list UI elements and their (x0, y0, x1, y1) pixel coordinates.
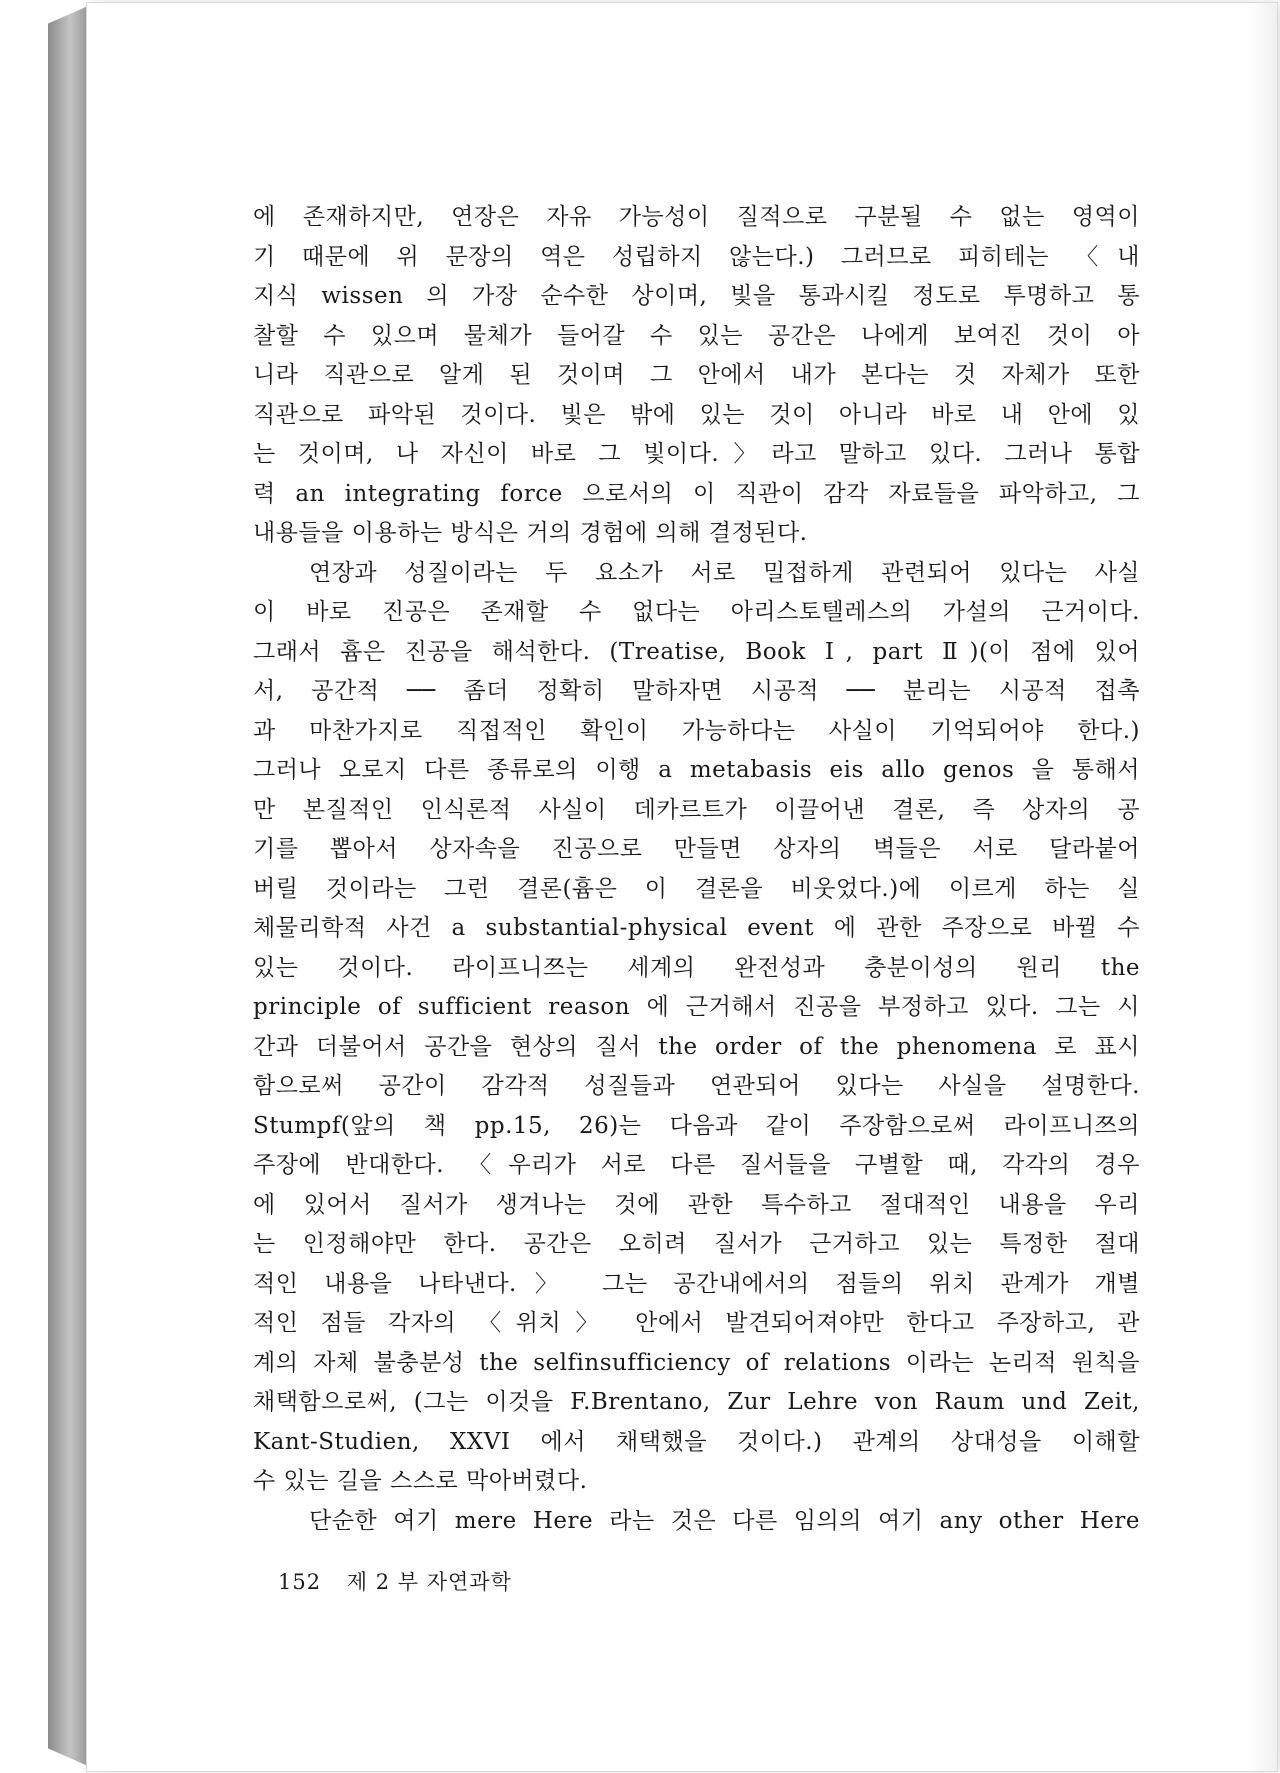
paragraph-start-line: 연장과 성질이라는 두 요소가 서로 밀접하게 관련되어 있다는 사실 (309, 559, 1140, 586)
text-line: 직관으로 파악된 것이다. 빛은 밖에 있는 것이 아니라 바로 내 안에 있 (253, 401, 1140, 428)
running-head-section: 제 2 부 자연과학 (346, 1570, 512, 1594)
text-line: 계의 자체 불충분성 the selfinsufficiency of relations 이라는 논리적 원칙을 (253, 1349, 1140, 1376)
text-line: 력 an integrating force 으로서의 이 직관이 감각 자료들을 파악하고, 그 (253, 480, 1140, 507)
text-line: 기 때문에 위 문장의 역은 성립하지 않는다.) 그러므로 피히테는 〈내 (253, 243, 1140, 270)
text-line: 는 것이며, 나 자신이 바로 그 빛이다.〉라고 말하고 있다. 그러나 통합 (253, 441, 1140, 467)
text-line: 그래서 흄은 진공을 해석한다. (Treatise, Book Ⅰ, part Ⅱ)(이 점에 있어 (253, 638, 1140, 665)
text-line: Stumpf(앞의 책 pp.15, 26)는 다음과 같이 주장함으로써 라이프니쯔의 (253, 1112, 1140, 1139)
text-line: 기를 뽑아서 상자속을 진공으로 만들면 상자의 벽들은 서로 달라붙어 (253, 836, 1140, 862)
text-line: 는 인정해야만 한다. 공간은 오히려 질서가 근거하고 있는 특정한 절대 (253, 1231, 1140, 1257)
page-fold-shadow (1247, 3, 1277, 1771)
text-line: 에 있어서 질서가 생겨나는 것에 관한 특수하고 절대적인 내용을 우리 (253, 1191, 1140, 1218)
page-footer (278, 1566, 512, 1596)
text-line: 적인 내용을 나타낸다.〉 그는 공간내에서의 점들의 위치 관계가 개별 (253, 1270, 1140, 1297)
text-line: 지식 wissen 의 가장 순수한 상이며, 빛을 통과시킬 정도로 투명하고 통 (253, 283, 1140, 309)
text-line: Kant-Studien, XXVI 에서 채택했을 것이다.) 관계의 상대성을 이해할 (253, 1428, 1140, 1455)
text-line: 있는 것이다. 라이프니쯔는 세계의 완전성과 충분이성의 원리 the (253, 954, 1140, 981)
text-line: 채택함으로써, (그는 이것을 F.Brentano, Zur Lehre von Raum und Zeit, (253, 1389, 1140, 1415)
text-line: 과 마찬가지로 직접적인 확인이 가능하다는 사실이 기억되어야 한다.) (253, 717, 1140, 744)
text-line: 니라 직관으로 알게 된 것이며 그 안에서 내가 본다는 것 자체가 또한 (253, 362, 1140, 388)
text-line: 그러나 오로지 다른 종류로의 이행 a metabasis eis allo genos 을 통해서 (253, 757, 1140, 783)
text-line: 간과 더불어서 공간을 현상의 질서 the order of the phenomena 로 표시 (253, 1033, 1140, 1060)
text-line: 찰할 수 있으며 물체가 들어갈 수 있는 공간은 나에게 보여진 것이 아 (253, 322, 1140, 349)
page-number: 152 (278, 1570, 322, 1594)
paragraph-start-line: 단순한 여기 mere Here 라는 것은 다른 임의의 여기 any other Here (309, 1507, 1140, 1534)
body-text (253, 198, 1140, 1541)
text-line: 버릴 것이라는 그런 결론(흄은 이 결론을 비웃었다.)에 이르게 하는 실 (253, 875, 1140, 902)
text-line: 만 본질적인 인식론적 사실이 데카르트가 이끌어낸 결론, 즉 상자의 공 (253, 796, 1140, 823)
text-line: 체물리학적 사건 a substantial-physical event 에 관한 주장으로 바뀔 수 (253, 915, 1140, 941)
text-line: 함으로써 공간이 감각적 성질들과 연관되어 있다는 사실을 설명한다. (253, 1073, 1140, 1099)
text-line: 적인 점들 각자의 〈위치〉 안에서 발견되어져야만 한다고 주장하고, 관 (253, 1310, 1140, 1336)
text-line: 에 존재하지만, 연장은 자유 가능성이 질적으로 구분될 수 없는 영역이 (253, 204, 1140, 230)
text-line: 내용들을 이용하는 방식은 거의 경험에 의해 결정된다. (253, 520, 808, 546)
text-line: 수 있는 길을 스스로 막아버렸다. (253, 1468, 588, 1494)
book-spine (48, 6, 88, 1766)
text-line: principle of sufficient reason 에 근거해서 진공을 부정하고 있다. 그는 시 (253, 994, 1140, 1020)
text-line: 이 바로 진공은 존재할 수 없다는 아리스토텔레스의 가설의 근거이다. (253, 599, 1140, 625)
text-line: 주장에 반대한다. 〈우리가 서로 다른 질서들을 구별할 때, 각각의 경우 (253, 1152, 1140, 1178)
text-line: 서, 공간적 ── 좀더 정확히 말하자면 시공적 ── 분리는 시공적 접촉 (253, 678, 1140, 704)
